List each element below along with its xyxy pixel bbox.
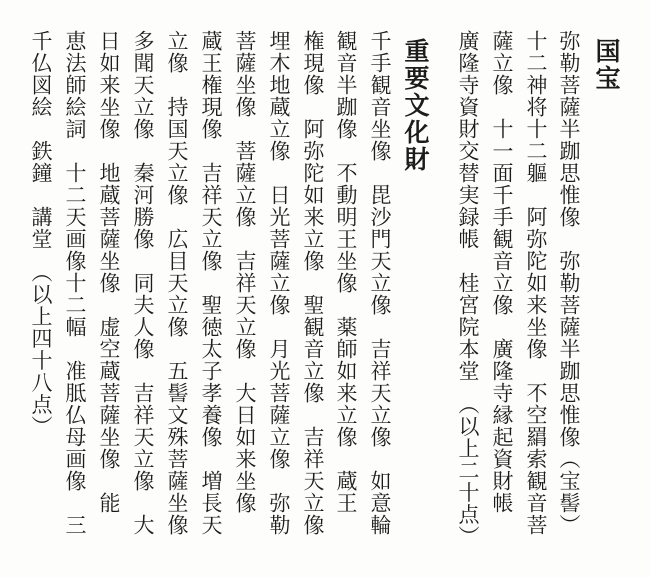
text-line: 蔵王権現像 吉祥天立像 聖徳太子孝養像 増長天 xyxy=(199,30,223,536)
text-line: 千仏図絵 鉄鐘 講堂 （以上四十八点） xyxy=(29,30,53,438)
text-line: 廣隆寺資財交替実録帳 桂宮院本堂 （以上二十点） xyxy=(456,30,480,548)
text-line: 埋木地蔵立像 日光菩薩立像 月光菩薩立像 弥勒 xyxy=(267,30,291,536)
section-heading-juyo-bunkazai: 重要文化財 xyxy=(401,38,430,173)
text-line: 弥勒菩薩半跏思惟像 弥勒菩薩半跏思惟像（宝髻） xyxy=(557,30,581,536)
text-line: 多聞天立像 秦河勝像 同夫人像 吉祥天立像 大 xyxy=(131,30,155,536)
text-line: 恵法師絵詞 十二天画像十二幅 准胝仏母画像 三 xyxy=(63,30,87,536)
section-heading-kokuho: 国宝 xyxy=(592,38,621,92)
text-line: 権現像 阿弥陀如来立像 聖観音立像 吉祥天立像 xyxy=(301,30,325,536)
text-line: 薩立像 十一面千手観音立像 廣隆寺縁起資財帳 xyxy=(490,30,514,514)
text-line: 観音半跏像 不動明王坐像 薬師如来立像 蔵王 xyxy=(334,30,358,514)
text-line: 十二神将十二軀 阿弥陀如来坐像 不空羂索観音菩 xyxy=(524,30,548,536)
text-line: 菩薩坐像 菩薩立像 吉祥天立像 大日如来坐像 xyxy=(233,30,257,514)
text-line: 日如来坐像 地蔵菩薩坐像 虚空蔵菩薩坐像 能 xyxy=(97,30,121,514)
text-line: 立像 持国天立像 広目天立像 五髻文殊菩薩坐像 xyxy=(165,30,189,536)
text-line: 千手観音坐像 毘沙門天立像 吉祥天立像 如意輪 xyxy=(368,30,392,536)
